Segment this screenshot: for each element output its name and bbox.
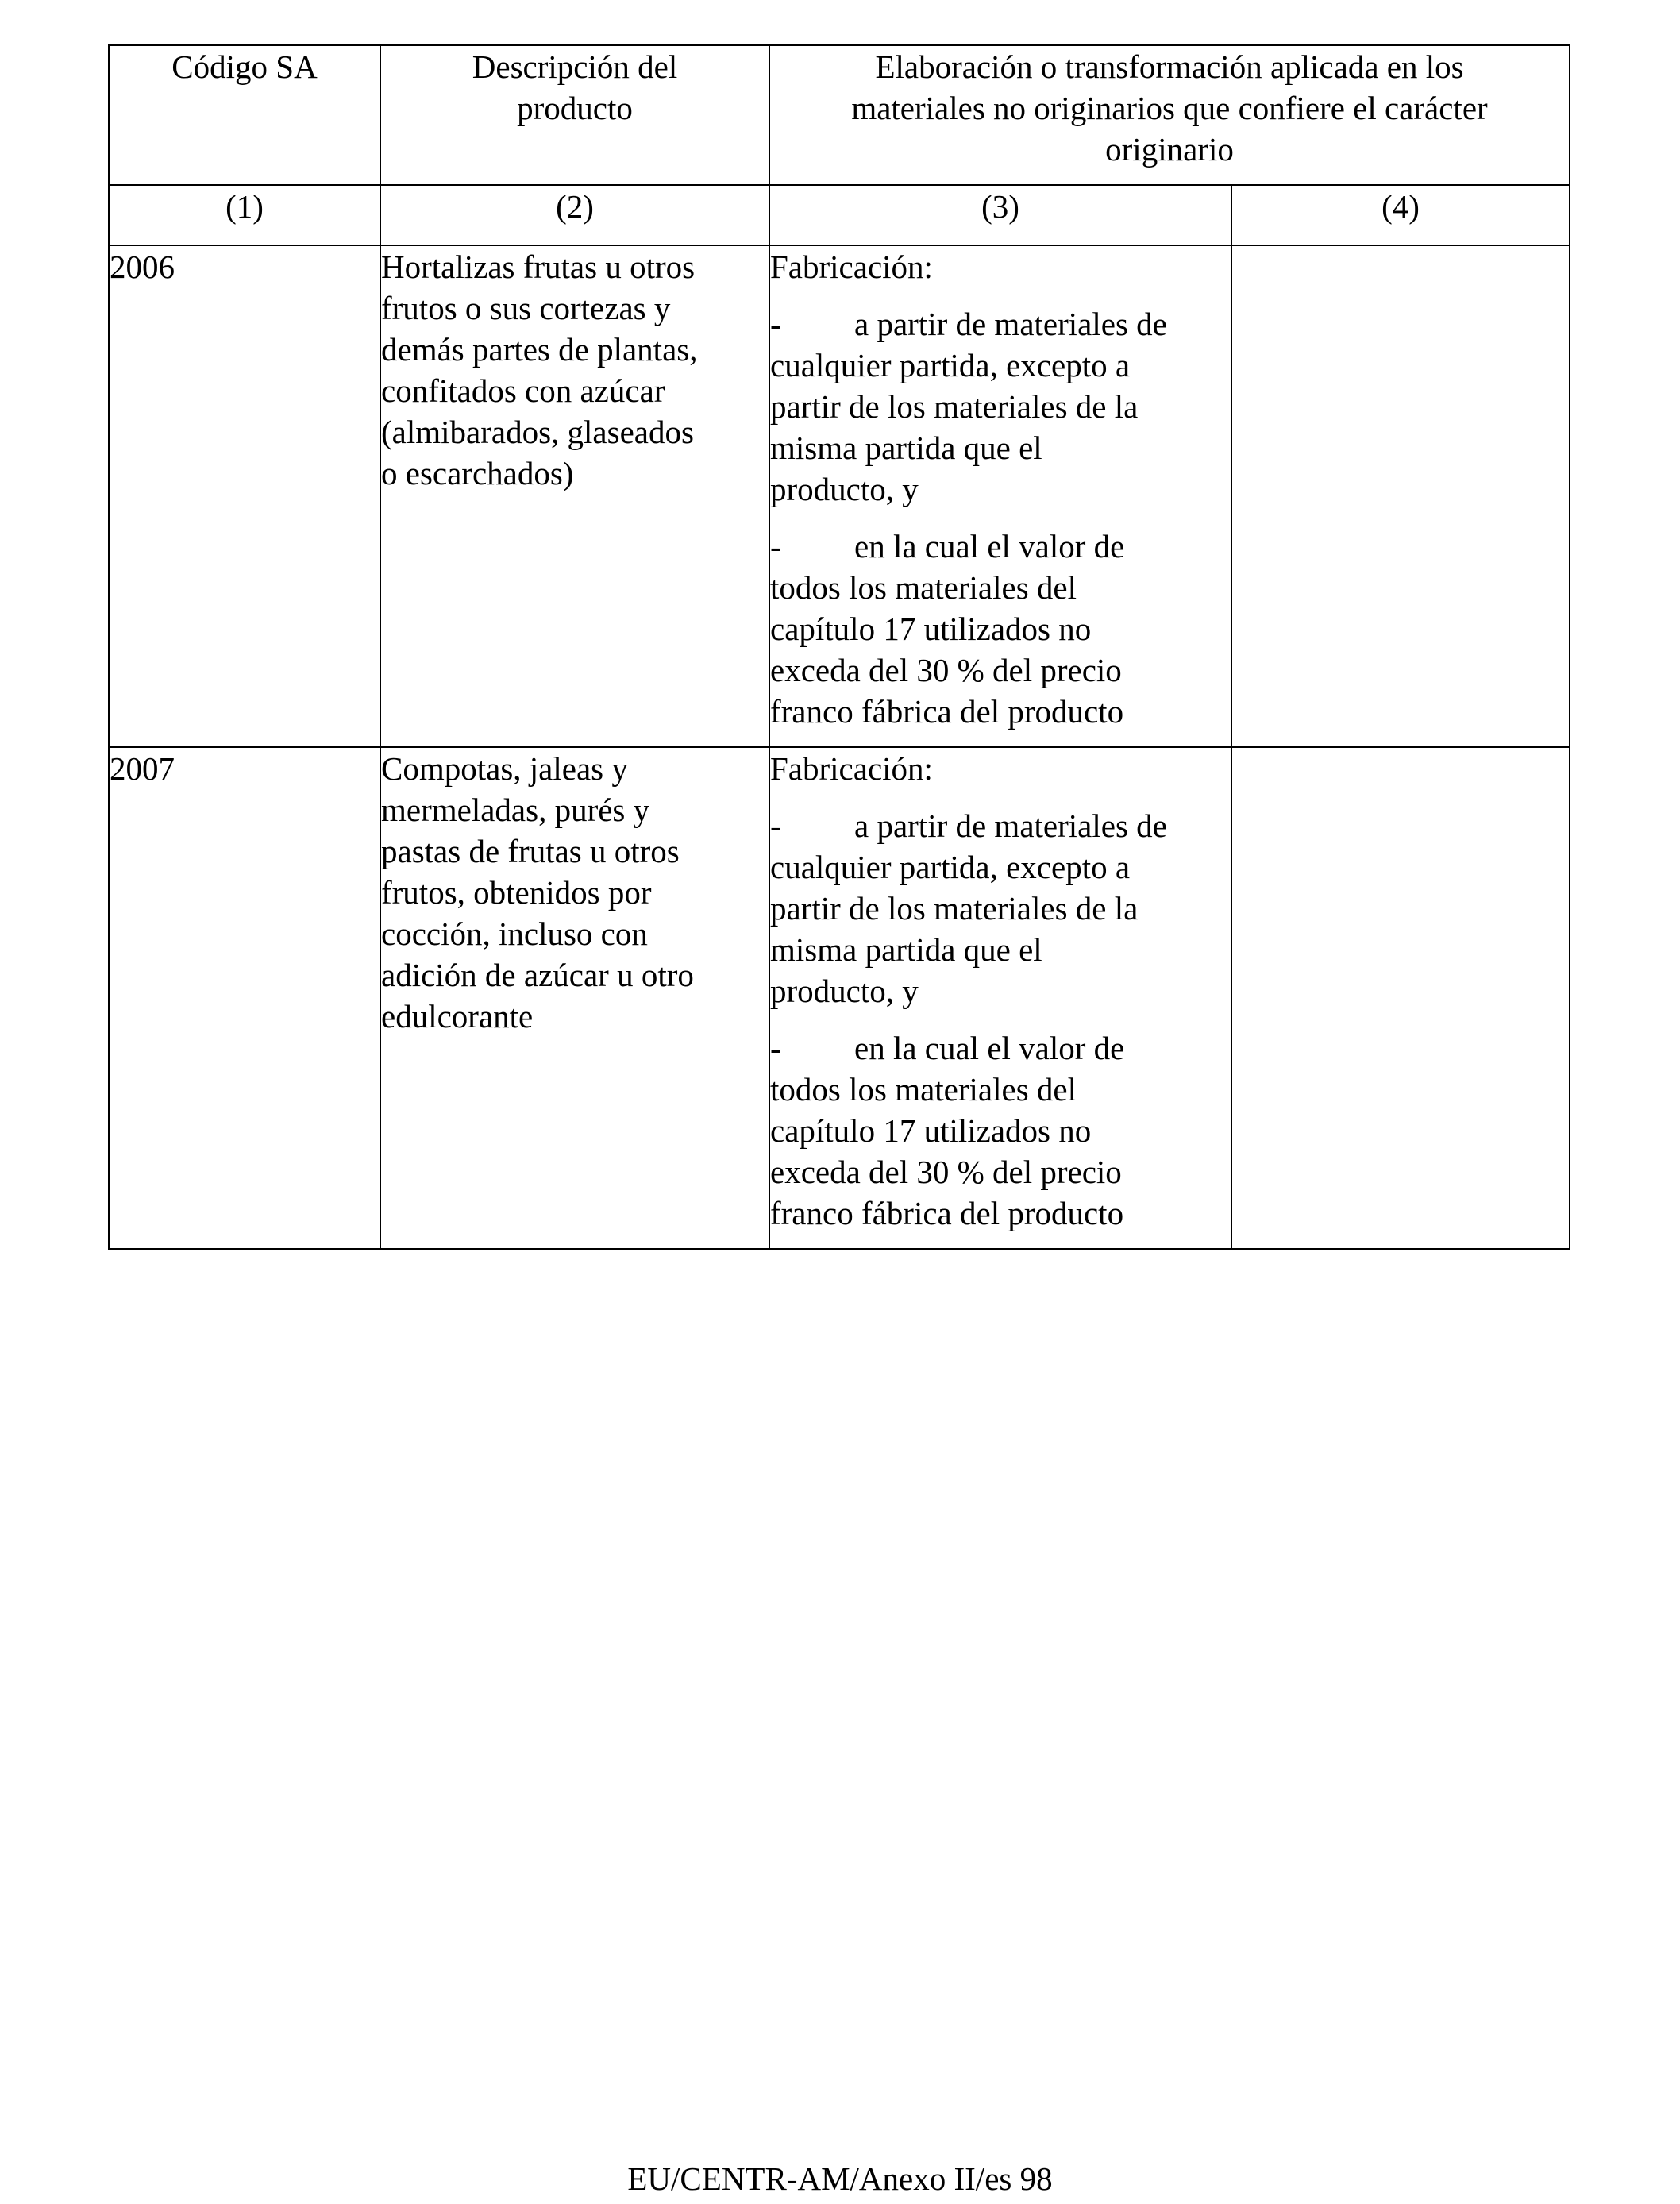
header-hs-code (109, 45, 380, 185)
header-description-line: producto (517, 90, 633, 126)
origin-rules-table (108, 44, 1570, 1250)
column-number: (2) (380, 185, 769, 245)
rule-condition-line (770, 1193, 1231, 1234)
description-line: mermeladas, purés y (381, 792, 650, 828)
header-hs-code-text: Código SA (171, 48, 318, 85)
header-processing-line: materiales no originarios que confiere el carácter (851, 90, 1488, 126)
rule-condition-text: capítulo 17 utilizados no (770, 611, 1092, 647)
column-4-cell (1231, 747, 1570, 1249)
rule-condition-line (770, 1069, 1231, 1110)
rule-condition-text: todos los materiales del (770, 569, 1077, 606)
table-row (109, 245, 1570, 747)
dash-marker: - (770, 528, 781, 564)
header-row (109, 45, 1570, 185)
rule-condition-text: todos los materiales del (770, 1071, 1077, 1108)
header-product-description (380, 45, 769, 185)
rule-condition-text: cualquier partida, excepto a (770, 849, 1131, 885)
rule-condition-line (770, 1110, 1231, 1151)
rule-intro: Fabricación: (770, 249, 933, 285)
rule-condition-text: misma partida que el (770, 430, 1042, 466)
header-processing-line: originario (1105, 131, 1234, 168)
rule-condition-text: capítulo 17 utilizados no (770, 1112, 1092, 1149)
column-number: (3) (769, 185, 1231, 245)
description-line: (almibarados, glaseados (381, 414, 694, 450)
table-body (109, 245, 1570, 1249)
page-footer-reference: EU/CENTR-AM/Anexo II/es 98 (627, 2160, 1053, 2197)
dash-marker: - (770, 306, 781, 342)
hs-code-cell (109, 245, 380, 747)
rule-condition-text: a partir de materiales de (854, 306, 1167, 342)
rule-condition-line (770, 691, 1231, 732)
rule-condition-line (770, 608, 1231, 649)
rule-condition-text: partir de los materiales de la (770, 388, 1139, 425)
rule-condition (770, 526, 1231, 732)
rule-condition (770, 303, 1231, 510)
rule-condition-text: exceda del 30 % del precio (770, 652, 1122, 688)
processing-rule-cell (769, 747, 1231, 1249)
product-description-cell (380, 245, 769, 747)
hs-code: 2006 (110, 249, 175, 285)
rule-condition-line (770, 427, 1231, 468)
column-4-cell (1231, 245, 1570, 747)
rule-condition-text: franco fábrica del producto (770, 693, 1124, 730)
rule-condition-line (770, 303, 1231, 345)
rule-condition-text: producto, y (770, 973, 919, 1009)
rule-condition (770, 1027, 1231, 1234)
rule-condition-line (770, 805, 1231, 846)
rule-condition-text: cualquier partida, excepto a (770, 347, 1131, 383)
column-number-row (109, 185, 1570, 245)
description-line: frutos, obtenidos por (381, 874, 652, 911)
rule-condition-text: en la cual el valor de (854, 528, 1125, 564)
rule-condition-line (770, 1027, 1231, 1069)
rule-condition-text: misma partida que el (770, 931, 1042, 968)
column-number: (4) (1231, 185, 1570, 245)
rule-condition-text: partir de los materiales de la (770, 890, 1139, 927)
rule-condition-line (770, 386, 1231, 427)
rule-intro: Fabricación: (770, 750, 933, 787)
processing-rule-cell (769, 245, 1231, 747)
description-line: o escarchados) (381, 455, 574, 491)
description-line: Compotas, jaleas y (381, 750, 628, 787)
rule-condition-line (770, 970, 1231, 1011)
header-working-processing (769, 45, 1570, 185)
rule-condition-line (770, 846, 1231, 888)
rule-condition-line (770, 345, 1231, 386)
rule-condition-line (770, 526, 1231, 567)
rule-condition-text: exceda del 30 % del precio (770, 1154, 1122, 1190)
header-description-line: Descripción del (472, 48, 678, 85)
description-line: demás partes de plantas, (381, 331, 698, 368)
rule-condition-line (770, 567, 1231, 608)
rule-condition-text: producto, y (770, 471, 919, 507)
dash-marker: - (770, 1030, 781, 1066)
hs-code: 2007 (110, 750, 175, 787)
description-line: frutos o sus cortezas y (381, 290, 671, 326)
description-line: pastas de frutas u otros (381, 833, 680, 869)
rule-condition-line (770, 468, 1231, 510)
description-line: confitados con azúcar (381, 372, 665, 409)
product-description-cell (380, 747, 769, 1249)
dash-marker: - (770, 807, 781, 844)
rule-condition-line (770, 929, 1231, 970)
description-line: edulcorante (381, 998, 534, 1035)
description-line: cocción, incluso con (381, 915, 648, 952)
header-processing-line: Elaboración o transformación aplicada en los (875, 48, 1464, 85)
rule-condition-line (770, 1151, 1231, 1193)
rule-condition (770, 805, 1231, 1011)
rule-condition-line (770, 649, 1231, 691)
hs-code-cell (109, 747, 380, 1249)
table-row (109, 747, 1570, 1249)
rule-condition-text: en la cual el valor de (854, 1030, 1125, 1066)
rule-condition-line (770, 888, 1231, 929)
column-number: (1) (109, 185, 380, 245)
rule-condition-text: franco fábrica del producto (770, 1195, 1124, 1231)
description-line: adición de azúcar u otro (381, 957, 694, 993)
rule-condition-text: a partir de materiales de (854, 807, 1167, 844)
description-line: Hortalizas frutas u otros (381, 249, 696, 285)
